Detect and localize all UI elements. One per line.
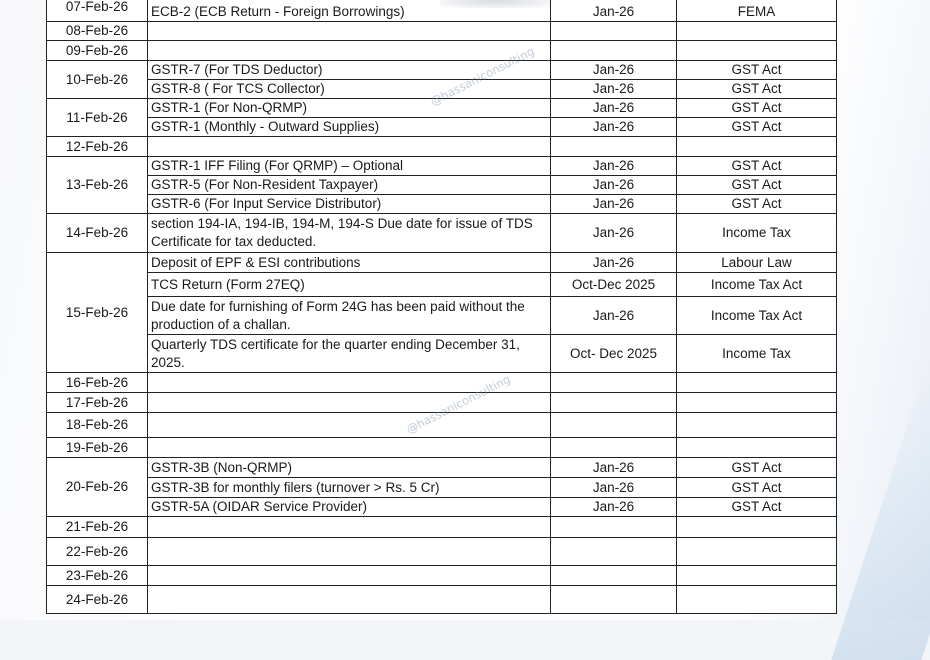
table-row — [47, 253, 837, 273]
table-row — [47, 195, 837, 214]
table-row — [47, 118, 837, 137]
period-cell — [551, 22, 677, 41]
period-cell — [551, 41, 677, 61]
act-cell: Labour Law — [677, 253, 837, 273]
description-cell: GSTR-6 (For Input Service Distributor) — [148, 195, 551, 214]
description-cell: Deposit of EPF & ESI contributions — [148, 253, 551, 273]
act-cell — [677, 41, 837, 61]
period-cell: Jan-26 — [551, 0, 677, 22]
period-cell: Oct-Dec 2025 — [551, 273, 677, 297]
period-cell: Jan-26 — [551, 458, 677, 478]
description-cell: GSTR-3B for monthly filers (turnover > Rs. 5 Cr) — [148, 478, 551, 498]
act-cell — [677, 538, 837, 566]
description-cell: GSTR-1 (For Non-QRMP) — [148, 99, 551, 118]
act-cell: GST Act — [677, 195, 837, 214]
period-cell — [551, 413, 677, 438]
period-cell: Jan-26 — [551, 61, 677, 80]
date-cell: 11-Feb-26 — [47, 99, 148, 137]
act-cell — [677, 393, 837, 413]
table-row — [47, 373, 837, 393]
period-cell — [551, 373, 677, 393]
date-cell: 16-Feb-26 — [47, 373, 148, 393]
period-cell — [551, 438, 677, 458]
due-date-table — [46, 0, 837, 614]
act-cell — [677, 22, 837, 41]
table-row — [47, 61, 837, 80]
act-cell — [677, 373, 837, 393]
table-row — [47, 157, 837, 176]
description-cell — [148, 586, 551, 614]
act-cell: GST Act — [677, 118, 837, 137]
date-cell: 07-Feb-26 — [47, 0, 148, 22]
act-cell: GST Act — [677, 458, 837, 478]
table-row — [47, 22, 837, 41]
period-cell — [551, 586, 677, 614]
table-row — [47, 586, 837, 614]
date-cell: 23-Feb-26 — [47, 566, 148, 586]
act-cell: FEMA — [677, 0, 837, 22]
act-cell — [677, 566, 837, 586]
date-cell: 24-Feb-26 — [47, 586, 148, 614]
period-cell: Jan-26 — [551, 297, 677, 335]
date-cell: 22-Feb-26 — [47, 538, 148, 566]
date-cell: 19-Feb-26 — [47, 438, 148, 458]
description-cell: GSTR-3B (Non-QRMP) — [148, 458, 551, 478]
table-row — [47, 176, 837, 195]
act-cell — [677, 413, 837, 438]
table-row — [47, 214, 837, 253]
act-cell — [677, 586, 837, 614]
description-cell: section 194-IA, 194-IB, 194-M, 194-S Due date for issue of TDS Certificate for tax deducted. — [148, 214, 551, 253]
watermark: @hassaniconsulting — [428, 43, 537, 109]
table-row — [47, 273, 837, 297]
description-cell: GSTR-1 IFF Filing (For QRMP) – Optional — [148, 157, 551, 176]
description-cell — [148, 438, 551, 458]
description-cell: GSTR-7 (For TDS Deductor) — [148, 61, 551, 80]
table-row — [47, 538, 837, 566]
table-row — [47, 498, 837, 517]
table-row — [47, 458, 837, 478]
period-cell: Jan-26 — [551, 253, 677, 273]
description-cell — [148, 22, 551, 41]
period-cell: Jan-26 — [551, 157, 677, 176]
date-cell: 20-Feb-26 — [47, 458, 148, 517]
date-cell: 18-Feb-26 — [47, 413, 148, 438]
description-cell — [148, 413, 551, 438]
description-cell: TCS Return (Form 27EQ) — [148, 273, 551, 297]
table-row — [47, 41, 837, 61]
period-cell — [551, 538, 677, 566]
date-cell: 15-Feb-26 — [47, 253, 148, 373]
table-row — [47, 137, 837, 157]
act-cell — [677, 517, 837, 538]
table-row — [47, 566, 837, 586]
period-cell: Jan-26 — [551, 214, 677, 253]
period-cell: Oct- Dec 2025 — [551, 335, 677, 373]
period-cell: Jan-26 — [551, 478, 677, 498]
top-shadow — [440, 0, 550, 8]
table-row — [47, 99, 837, 118]
table-row — [47, 80, 837, 99]
description-cell: GSTR-5 (For Non-Resident Taxpayer) — [148, 176, 551, 195]
period-cell — [551, 566, 677, 586]
description-cell — [148, 538, 551, 566]
table-row — [47, 478, 837, 498]
act-cell: Income Tax Act — [677, 297, 837, 335]
period-cell: Jan-26 — [551, 195, 677, 214]
date-cell: 10-Feb-26 — [47, 61, 148, 99]
act-cell: GST Act — [677, 61, 837, 80]
period-cell: Jan-26 — [551, 118, 677, 137]
description-cell — [148, 373, 551, 393]
description-cell: GSTR-1 (Monthly - Outward Supplies) — [148, 118, 551, 137]
act-cell: GST Act — [677, 157, 837, 176]
description-cell: GSTR-8 ( For TCS Collector) — [148, 80, 551, 99]
description-cell — [148, 393, 551, 413]
date-cell: 14-Feb-26 — [47, 214, 148, 253]
act-cell: GST Act — [677, 478, 837, 498]
date-cell: 17-Feb-26 — [47, 393, 148, 413]
act-cell — [677, 137, 837, 157]
act-cell: GST Act — [677, 99, 837, 118]
description-cell: GSTR-5A (OIDAR Service Provider) — [148, 498, 551, 517]
date-cell: 12-Feb-26 — [47, 137, 148, 157]
date-cell: 08-Feb-26 — [47, 22, 148, 41]
period-cell: Jan-26 — [551, 99, 677, 118]
act-cell: GST Act — [677, 176, 837, 195]
act-cell — [677, 438, 837, 458]
period-cell: Jan-26 — [551, 80, 677, 99]
period-cell: Jan-26 — [551, 176, 677, 195]
act-cell: GST Act — [677, 498, 837, 517]
date-cell: 13-Feb-26 — [47, 157, 148, 214]
description-cell — [148, 41, 551, 61]
period-cell — [551, 393, 677, 413]
description-cell — [148, 517, 551, 538]
act-cell: Income Tax — [677, 335, 837, 373]
act-cell: Income Tax Act — [677, 273, 837, 297]
table-row — [47, 393, 837, 413]
date-cell: 21-Feb-26 — [47, 517, 148, 538]
table-row — [47, 335, 837, 373]
description-cell — [148, 566, 551, 586]
table-row — [47, 297, 837, 335]
watermark: @hassaniconsulting — [404, 371, 513, 437]
description-cell: Due date for furnishing of Form 24G has been paid without the production of a challan. — [148, 297, 551, 335]
period-cell — [551, 517, 677, 538]
act-cell: GST Act — [677, 80, 837, 99]
table-row — [47, 438, 837, 458]
period-cell — [551, 137, 677, 157]
description-cell: ECB-2 (ECB Return - Foreign Borrowings) — [148, 0, 551, 22]
description-cell: Quarterly TDS certificate for the quarter ending December 31, 2025. — [148, 335, 551, 373]
table-row — [47, 517, 837, 538]
act-cell: Income Tax — [677, 214, 837, 253]
period-cell: Jan-26 — [551, 498, 677, 517]
date-cell: 09-Feb-26 — [47, 41, 148, 61]
table-row — [47, 413, 837, 438]
description-cell — [148, 137, 551, 157]
